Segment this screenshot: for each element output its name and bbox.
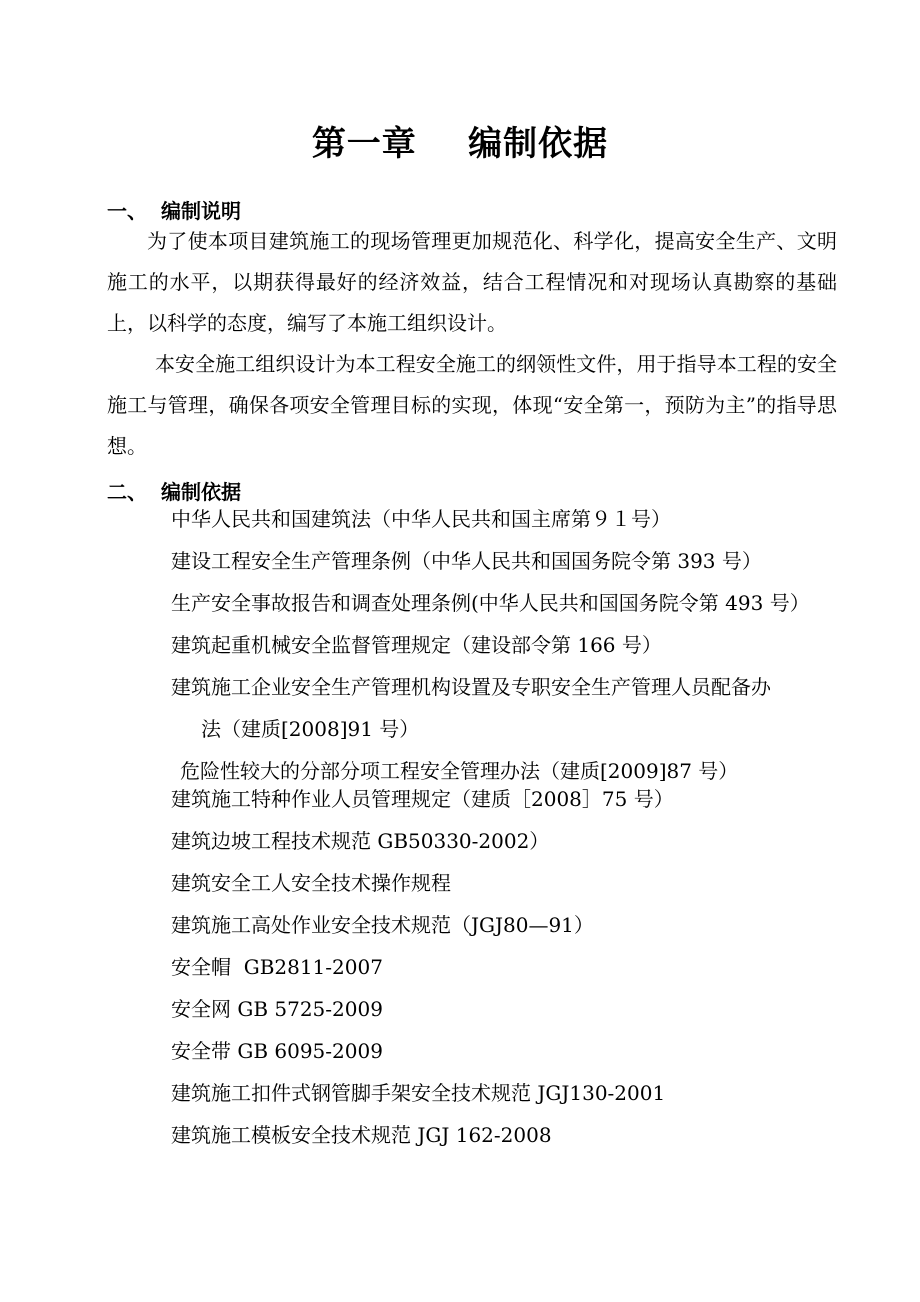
basis-item: 建筑边坡工程技术规范 GB50330-2002） xyxy=(171,829,550,853)
basis-item: 安全网 GB 5725-2009 xyxy=(171,997,383,1021)
basis-item: 建筑施工模板安全技术规范 JGJ 162-2008 xyxy=(171,1123,552,1147)
section-heading-2 xyxy=(107,480,241,504)
basis-item: 建筑起重机械安全监督管理规定（建设部令第 166 号） xyxy=(171,633,662,657)
basis-item-continuation: 法（建质[2008]91 号） xyxy=(201,717,420,741)
basis-item: 危险性较大的分部分项工程安全管理办法（建质[2009]87 号） xyxy=(180,759,739,783)
basis-item: 建筑施工特种作业人员管理规定（建质［2008］75 号） xyxy=(171,787,674,811)
section-number: 二、 xyxy=(107,480,147,504)
section-heading-1 xyxy=(107,199,241,223)
basis-item: 建筑施工高处作业安全技术规范（JGJ80—91） xyxy=(171,913,594,937)
basis-item: 中华人民共和国建筑法（中华人民共和国主席第９１号） xyxy=(171,507,671,531)
basis-item: 建筑施工扣件式钢管脚手架安全技术规范 JGJ130-2001 xyxy=(171,1081,666,1105)
paragraph: 本安全施工组织设计为本工程安全施工的纲领性文件，用于指导本工程的安全施工与管理，确保各项安全管理目标的实现，体现“安全第一，预防为主”的指导思想。 xyxy=(107,352,837,458)
basis-item: 安全带 GB 6095-2009 xyxy=(171,1039,383,1063)
paragraph: 为了使本项目建筑施工的现场管理更加规范化、科学化，提高安全生产、文明施工的水平，以期获得最好的经济效益，结合工程情况和对现场认真勘察的基础上，以科学的态度，编写了本施工组织设计。 xyxy=(107,229,837,335)
basis-item: 建设工程安全生产管理条例（中华人民共和国国务院令第 393 号） xyxy=(171,549,762,573)
basis-item: 安全帽 GB2811-2007 xyxy=(171,955,383,979)
section-number: 一、 xyxy=(107,199,147,223)
section-title: 编制说明 xyxy=(161,199,241,223)
basis-item: 生产安全事故报告和调查处理条例(中华人民共和国国务院令第 493 号） xyxy=(171,591,810,615)
chapter-title: 第一章 编制依据 xyxy=(311,124,609,164)
basis-item: 建筑安全工人安全技术操作规程 xyxy=(171,871,451,895)
section-title: 编制依据 xyxy=(161,480,241,504)
basis-item: 建筑施工企业安全生产管理机构设置及专职安全生产管理人员配备办 xyxy=(171,675,771,699)
